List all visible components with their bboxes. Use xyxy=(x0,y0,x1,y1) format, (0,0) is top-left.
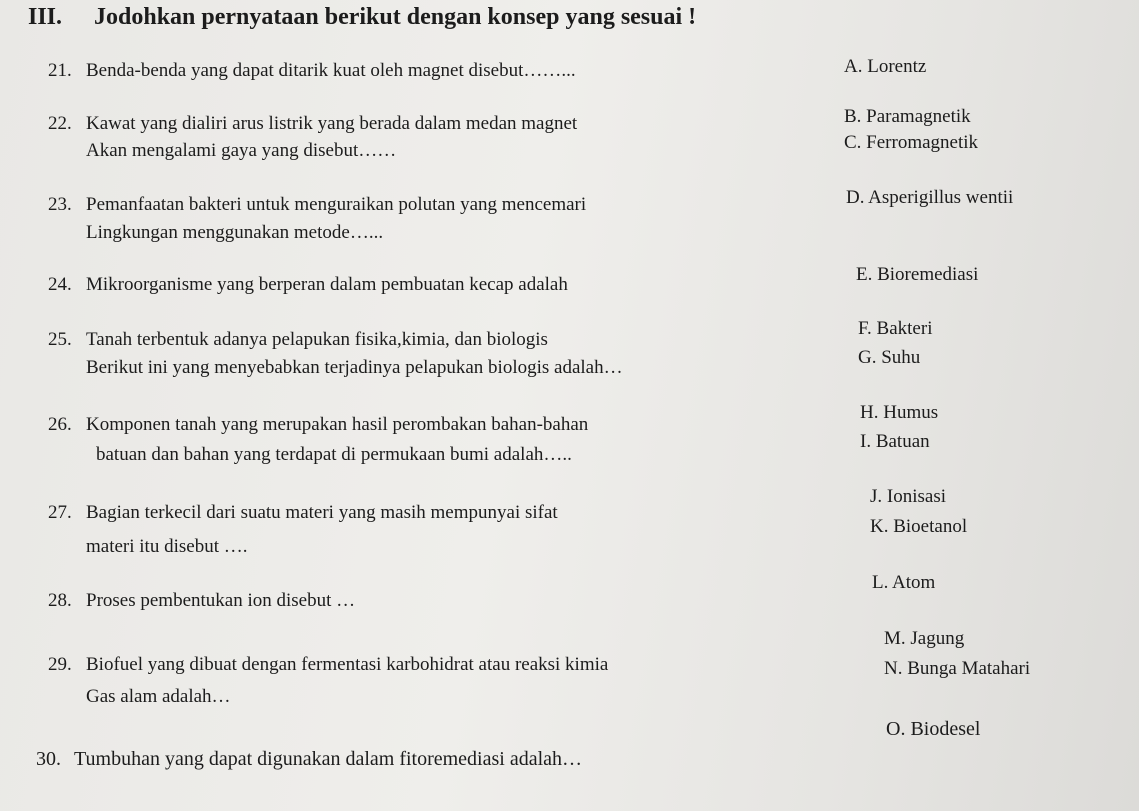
question-text: Proses pembentukan ion disebut … xyxy=(86,590,356,611)
question-text-continued: Gas alam adalah… xyxy=(86,686,231,707)
question-text-continued: Berikut ini yang menyebabkan terjadinya pelapukan biologis adalah… xyxy=(86,357,623,378)
question-text: Komponen tanah yang merupakan hasil perombakan bahan-bahan xyxy=(86,414,589,435)
option-i: I. Batuan xyxy=(860,431,930,452)
question-27 xyxy=(48,496,558,564)
question-30 xyxy=(36,746,582,772)
question-text: Mikroorganisme yang berperan dalam pembuatan kecap adalah xyxy=(86,274,568,295)
question-28 xyxy=(48,588,355,614)
question-number: 23. xyxy=(48,194,72,215)
question-number: 25. xyxy=(48,329,72,350)
question-text: Tanah terbentuk adanya pelapukan fisika,kimia, dan biologis xyxy=(86,329,548,350)
question-text: Benda-benda yang dapat ditarik kuat oleh magnet disebut……... xyxy=(86,60,576,81)
question-number: 28. xyxy=(48,590,72,611)
option-f: F. Bakteri xyxy=(858,318,933,339)
option-g: G. Suhu xyxy=(858,347,921,368)
section-title: Jodohkan pernyataan berikut dengan konsep yang sesuai ! xyxy=(94,4,697,30)
question-24 xyxy=(48,272,568,298)
option-a: A. Lorentz xyxy=(844,56,927,77)
question-25 xyxy=(48,326,623,382)
option-e: E. Bioremediasi xyxy=(856,264,979,285)
question-text: Tumbuhan yang dapat digunakan dalam fitoremediasi adalah… xyxy=(74,748,583,770)
option-c: C. Ferromagnetik xyxy=(844,132,979,153)
question-number: 24. xyxy=(48,274,72,295)
section-number: III. xyxy=(28,4,63,30)
question-text: Pemanfaatan bakteri untuk menguraikan polutan yang mencemari xyxy=(86,194,587,215)
question-29 xyxy=(48,649,608,713)
option-n: N. Bunga Matahari xyxy=(884,658,1031,679)
question-text-continued: Akan mengalami gaya yang disebut…… xyxy=(86,140,397,161)
option-k: K. Bioetanol xyxy=(870,516,968,537)
question-text: Biofuel yang dibuat dengan fermentasi karbohidrat atau reaksi kimia xyxy=(86,654,609,675)
question-number: 22. xyxy=(48,113,72,134)
question-number: 30. xyxy=(36,748,61,770)
question-text-continued: materi itu disebut …. xyxy=(86,536,248,557)
option-l: L. Atom xyxy=(872,572,936,593)
option-h: H. Humus xyxy=(860,402,939,423)
question-26 xyxy=(48,410,588,470)
question-number: 27. xyxy=(48,502,72,523)
question-number: 26. xyxy=(48,414,72,435)
question-number: 21. xyxy=(48,60,72,81)
question-23 xyxy=(48,191,586,247)
question-22 xyxy=(48,110,577,164)
question-text-continued: Lingkungan menggunakan metode…... xyxy=(86,222,384,243)
question-text: Bagian terkecil dari suatu materi yang masih mempunyai sifat xyxy=(86,502,558,523)
question-text: Kawat yang dialiri arus listrik yang berada dalam medan magnet xyxy=(86,113,578,134)
question-21 xyxy=(48,58,576,84)
option-j: J. Ionisasi xyxy=(870,486,946,507)
question-number: 29. xyxy=(48,654,72,675)
section-heading xyxy=(28,4,696,31)
option-b: B. Paramagnetik xyxy=(844,106,971,127)
option-m: M. Jagung xyxy=(884,628,965,649)
option-o: O. Biodesel xyxy=(886,718,981,740)
option-d: D. Asperigillus wentii xyxy=(846,187,1014,208)
question-text-continued: batuan dan bahan yang terdapat di permukaan bumi adalah….. xyxy=(96,444,572,465)
